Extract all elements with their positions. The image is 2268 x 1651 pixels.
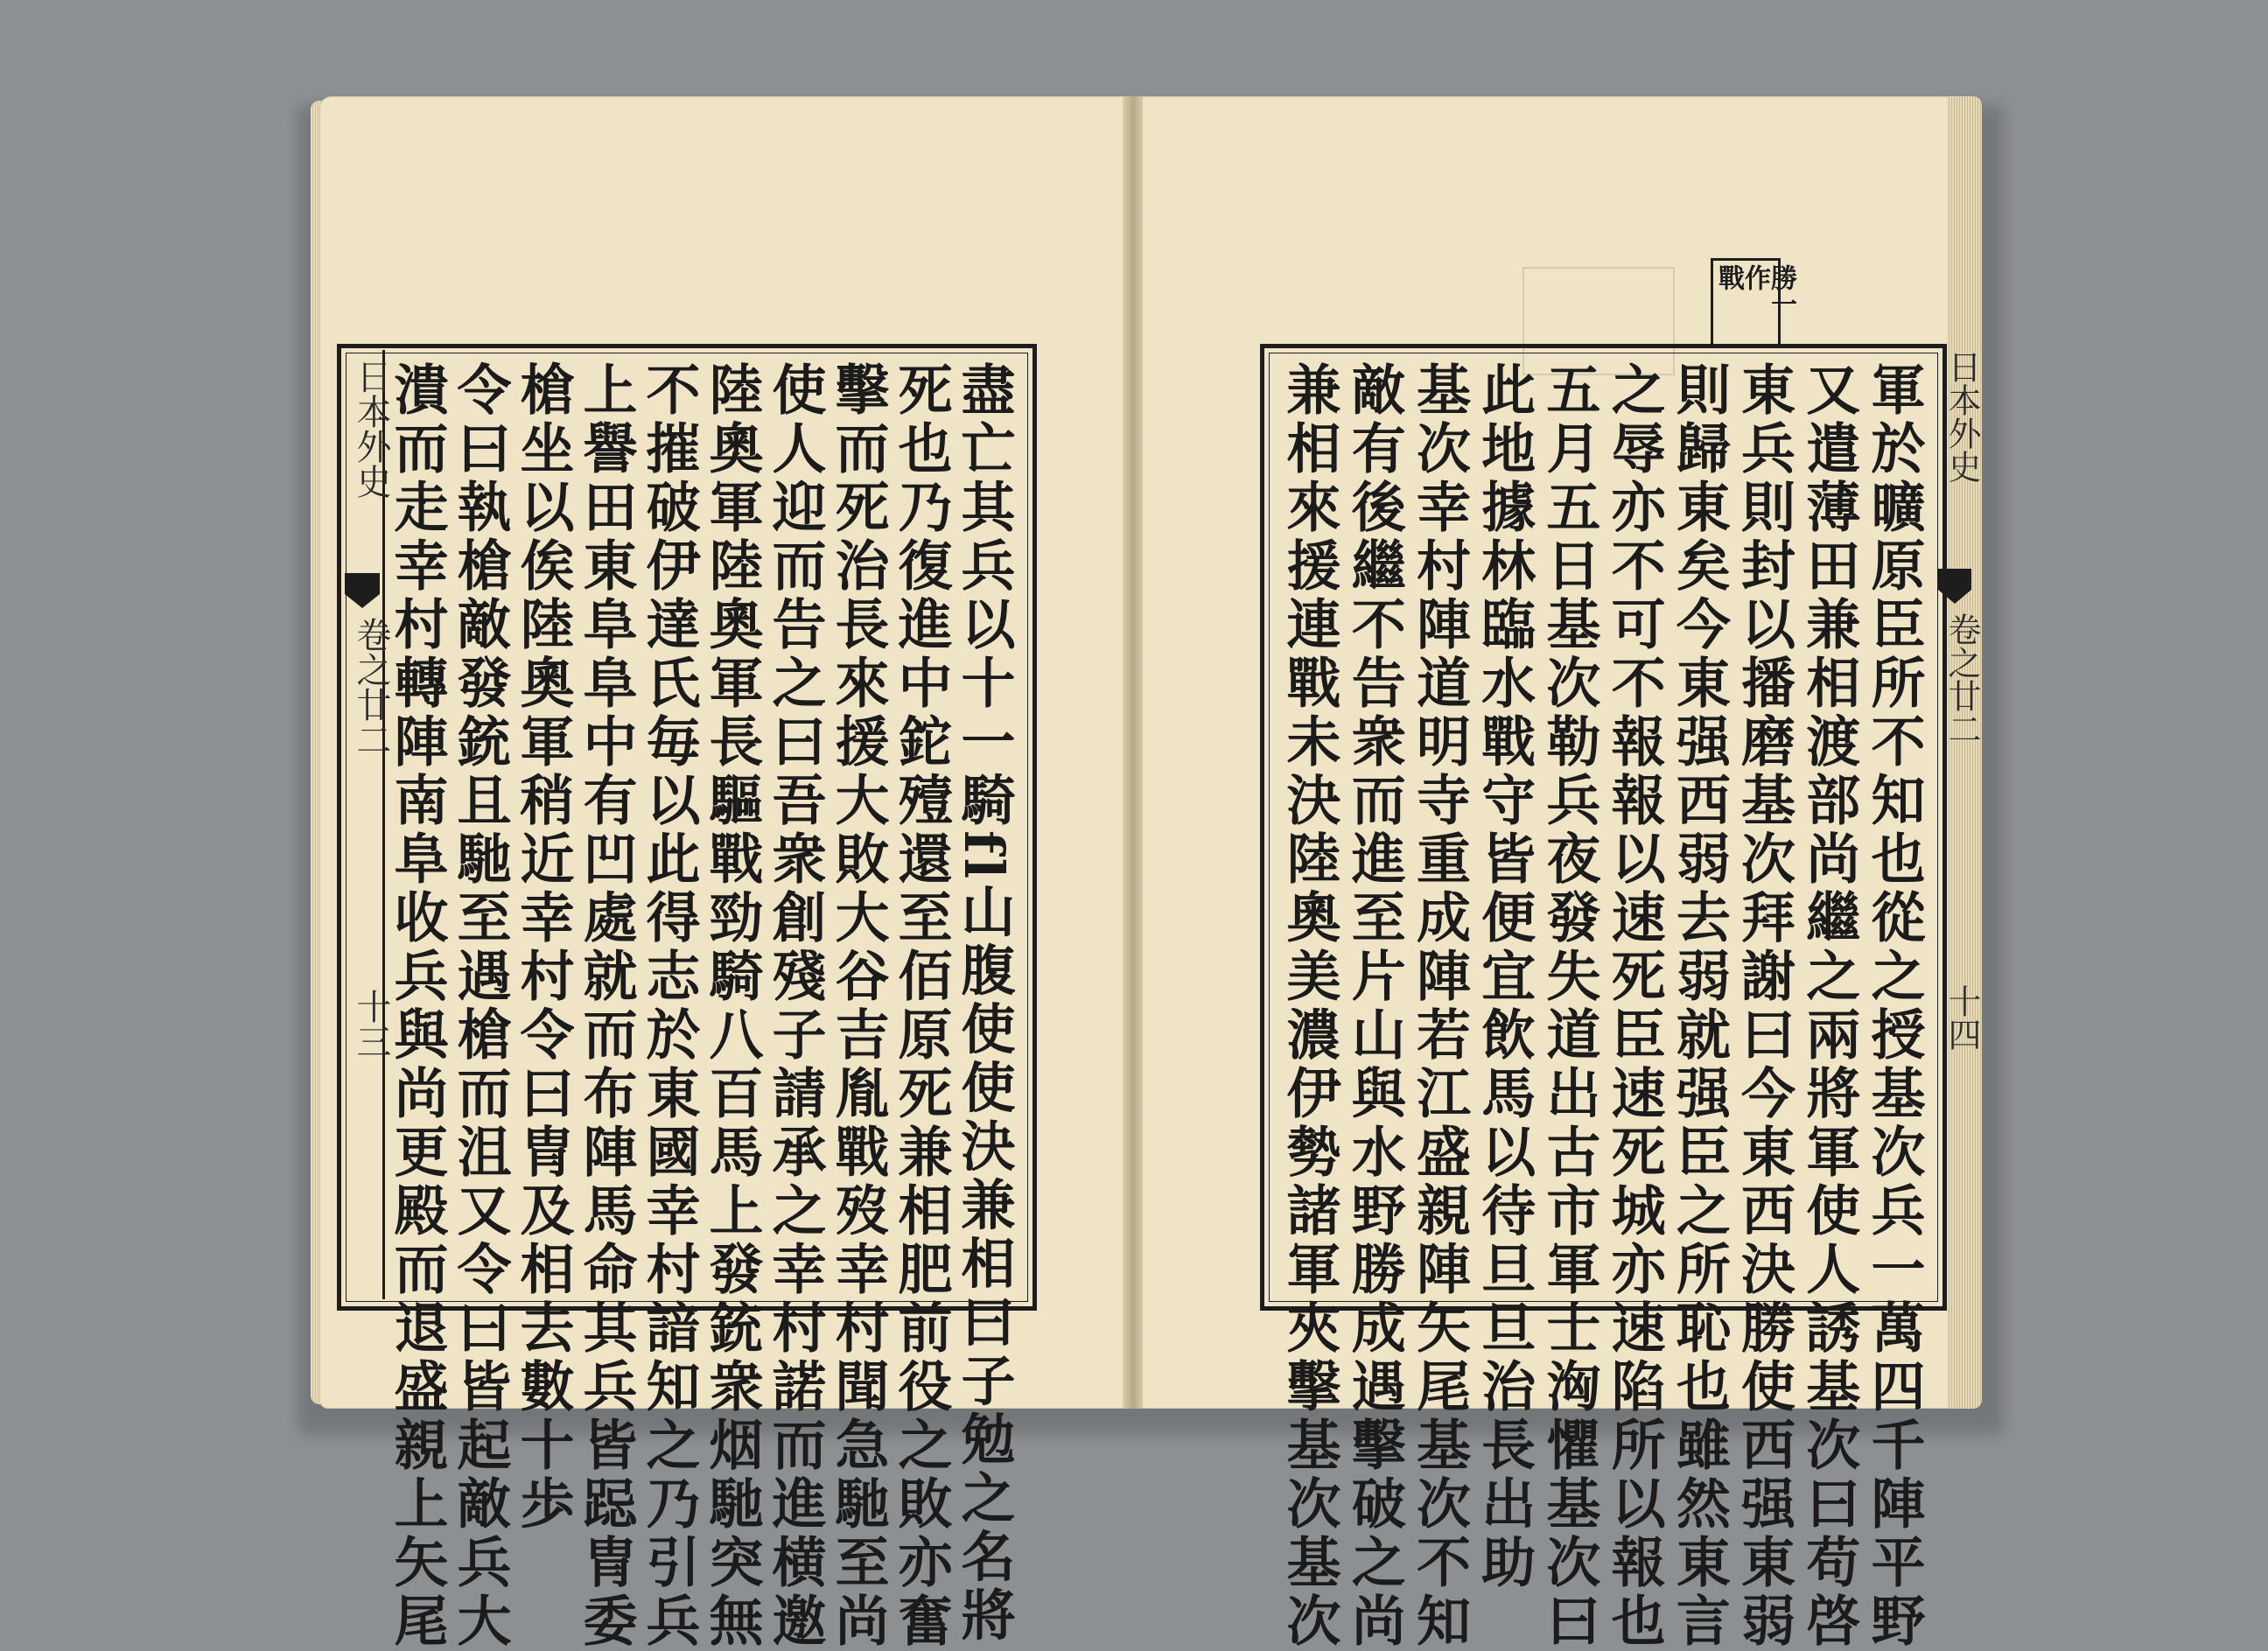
text-column: 又遣薄田兼相渡部尚繼之兩將軍使人誘基次曰苟啓 xyxy=(1796,361,1861,1651)
note-line: 戰 xyxy=(1713,264,1744,290)
text-column: 盡亡其兵以十一騎fl山腹使使決兼相曰子勉之名將 xyxy=(952,361,1016,1646)
text-column: 基次幸村陣道明寺重成陣若江盛親陣矢尾基次不知 xyxy=(1407,361,1472,1651)
text-column: 不摧破伊達氏毎以此得志於東國幸村諳知之乃引兵 xyxy=(637,361,701,1651)
text-column: 死也乃復進中鉈殪還至佰原死兼相肥前役之敗亦奮 xyxy=(889,361,953,1651)
note-line: 勝一作 xyxy=(1740,264,1796,317)
right-text-frame xyxy=(1260,344,1947,1651)
text-column: 擊而死治長來援大敗大谷吉胤戰歿幸村聞急馳至尚 xyxy=(826,361,890,1651)
text-column: 潰而走幸村轉陣南阜收兵與尚更殿而退盛親上矢尾 xyxy=(385,361,449,1651)
margin-volume: 卷之廿二 xyxy=(351,617,391,757)
marginal-note xyxy=(1711,258,1796,346)
margin-page-number: 十三 xyxy=(351,989,391,1059)
text-column: 上譽田東阜阜中有凹處就而布陣馬命其兵皆跽冑委 xyxy=(574,361,638,1651)
fish-tail-mark xyxy=(1938,569,1971,604)
margin-volume: 卷之廿二 xyxy=(1942,612,1981,745)
text-column: 兼相來援連戰未決陸奧美濃伊勢諸軍夾擊基次基次 xyxy=(1278,361,1341,1651)
text-column: 使人迎而告之曰吾衆創殘子請承之幸村諾而進横邀 xyxy=(763,361,827,1651)
fish-tail-mark xyxy=(345,573,380,608)
text-column: 敵有後繼不告衆而進至片山與水野勝成遇擊破之尚 xyxy=(1342,361,1407,1651)
margin-book-title: 日本外史 xyxy=(351,359,391,499)
text-column: 槍坐以俟陸奧軍稍近幸村令曰冑及相去數十歩 xyxy=(511,361,575,1534)
margin-page-number: 十四 xyxy=(1942,984,1981,1051)
margin-book-title: 日本外史 xyxy=(1942,350,1981,483)
text-column: 軍於曠原臣所不知也從之授基次兵一萬四千陣平野 xyxy=(1861,361,1926,1651)
left-margin-title xyxy=(343,350,391,1299)
text-column: 則歸東矣今東强西弱去弱就强臣之所恥也雖然東言 xyxy=(1667,361,1732,1651)
left-text-columns xyxy=(385,361,1016,1651)
left-text-frame xyxy=(337,344,1037,1651)
text-column: 陸奧軍陸奧軍長驅戰勁騎八百馬上發銃衆烟馳突無 xyxy=(700,361,764,1651)
right-margin-title xyxy=(1938,350,1981,1299)
text-column: 此地據林臨水戰守皆便宜飲馬以待旦旦治長出助 xyxy=(1472,361,1536,1592)
text-column: 令曰執槍敵發銃且馳至遇槍而沮又令曰皆起敵兵大 xyxy=(448,361,512,1651)
book-gutter xyxy=(1123,96,1144,1409)
text-column: 東兵則封以播磨基次拜謝曰今東西決勝使西强東弱 xyxy=(1732,361,1796,1651)
text-column: 五月五日基次勒兵夜發失道出古市軍士洶懼基次曰 xyxy=(1536,361,1601,1651)
text-column: 之辱亦不可不報報以速死臣速死城亦速陷所以報也 xyxy=(1602,361,1667,1651)
right-text-columns xyxy=(1278,361,1926,1651)
